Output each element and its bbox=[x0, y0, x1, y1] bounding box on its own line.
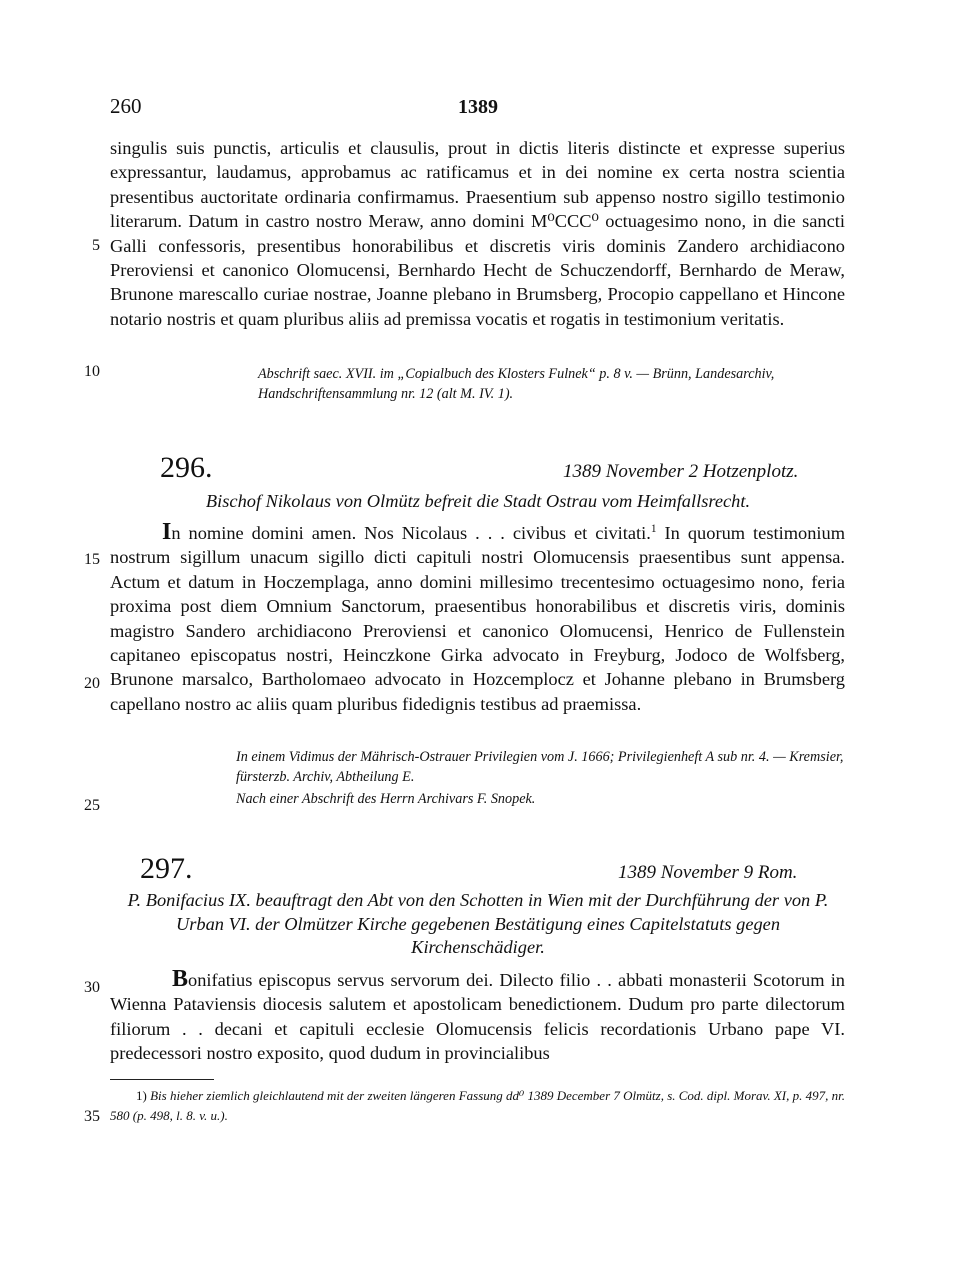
document-date-296: 1389 November 2 Hotzenplotz. bbox=[563, 461, 799, 482]
continuation-text: singulis suis punctis, articulis et clausulis, prout in dictis literis distincte et expresse superius expressantur, laudamus, approbamus ac ratificamus et in dei nomine ex certa nostra scientia presentibus auctoritate ordinaria confirmamus. Praesentium sub appenso nostro sigillo testimonio literarum. Datum in castro nostro Meraw, anno domini M⁰CCC⁰ octuagesimo nono, in die sancti Galli confessoris, presentibus honorabilibus et discretis viris dominis Zandero archidiacono Preroviensi et canonico Olomucensi, Bernhardo Hecht de Schuczendorff, Bernhardo de Meraw, Brunone marescallo curiae nostrae, Joanne plebano in Brumsberg, Procopio cappellano et Hincone notario nostris et quam pluribus aliis ad premissa vocatis et rogatis in testimonium veritatis. bbox=[110, 138, 845, 329]
document-text-296 bbox=[110, 520, 845, 716]
text-segment: onifatius episcopus servus servorum dei. Dilecto filio . . abbati monasterii Scotorum in Wienna Pataviensis diocesis salutem et apostolicam benedictionem. Dudum pro parte dilectorum filiorum . . decani et capituli ecclesie Olomucensis felicis recordationis Urbano pape VI. predecessori nostro exposito, quod dudum in provincialibus bbox=[110, 970, 845, 1064]
page-number: 260 bbox=[110, 94, 142, 118]
line-number: 35 bbox=[84, 1108, 100, 1125]
footnote-text: Bis hieher ziemlich gleichlautend mit der zweiten längeren Fassung dd⁰ 1389 December 7 Olmütz, s. Cod. dipl. Morav. XI, p. 497, nr. 580 (p. 498, l. 8. v. u.). bbox=[110, 1088, 846, 1123]
line-number: 5 bbox=[92, 237, 100, 254]
drop-capital: B bbox=[172, 966, 189, 992]
line-number: 15 bbox=[84, 551, 100, 568]
line-number: 25 bbox=[84, 797, 100, 814]
source-note-text: Nach einer Abschrift des Herrn Archivars F. Snopek. bbox=[236, 791, 536, 807]
document-source-note-296 bbox=[236, 747, 844, 809]
footnote-reference: 1 bbox=[650, 522, 657, 535]
text-segment: n nomine domini amen. Nos Nicolaus . . . civibus et civitati. bbox=[171, 523, 651, 543]
source-note-line bbox=[236, 747, 844, 787]
document-number-296: 296. bbox=[160, 451, 213, 484]
source-note-text: In einem Vidimus der Mährisch-Ostrauer Privilegien vom J. 1666; Privilegienheft A sub nr. 4. — Kremsier, fürsterzb. Archiv, Abtheilung E. bbox=[236, 749, 844, 785]
document-regest-296: Bischof Nikolaus von Olmütz befreit die Stadt Ostrau vom Heimfallsrecht. bbox=[205, 491, 751, 511]
footnote-rule bbox=[110, 1079, 214, 1080]
running-head: 1389 bbox=[458, 96, 498, 118]
document-date-297: 1389 November 9 Rom. bbox=[618, 862, 798, 883]
document-number-297: 297. bbox=[140, 852, 193, 885]
line-number: 20 bbox=[84, 675, 100, 692]
text-segment: In quorum testimonium nostrum sigillum unacum sigillo dicti capituli nostri Olomucensis praesentibus sunt appensa. Actum et datum in Hoczemplaga, anno domini millesimo trecentesimo octuagesimo nono, feria proxima post diem Omnium Sanctorum, praesentibus honorabilibus et discretis viris, dominis magistro Sandero archidiacono Preroviensi et canonico Olomucensi, Henrico de Fullenstein capitaneo episcopatus nostri, Heinczkone Girka advocato in Freyburg, Jodoco de Wolfsberg, Brunone marsalco, Bartholomaeo advocato in Hozcemplocz et Johanne plebano in Brumsberg capellano nostro ac aliis quam pluribus fidedignis testibus ad praemissa. bbox=[110, 523, 845, 714]
line-number: 10 bbox=[84, 363, 100, 380]
footnote bbox=[110, 1086, 845, 1126]
document-regest-297: P. Bonifacius IX. beauftragt den Abt von den Schotten in Wien mit der Durchführung der von P. Urban VI. der Olmützer Kirche gegebenen Bestätigung eines Capitelstatuts gegen Kirchenschädiger. bbox=[127, 890, 829, 957]
document-text-297 bbox=[110, 967, 845, 1066]
drop-capital: I bbox=[162, 519, 172, 545]
line-number: 30 bbox=[84, 979, 100, 996]
continuation-source-note: Abschrift saec. XVII. im „Copialbuch des Klosters Fulnek“ p. 8 v. — Brünn, Landesarchiv, Handschriftensammlung nr. 12 (alt M. IV. 1). bbox=[258, 366, 775, 402]
source-note-line bbox=[236, 789, 844, 809]
footnote-mark: 1) bbox=[136, 1088, 147, 1103]
